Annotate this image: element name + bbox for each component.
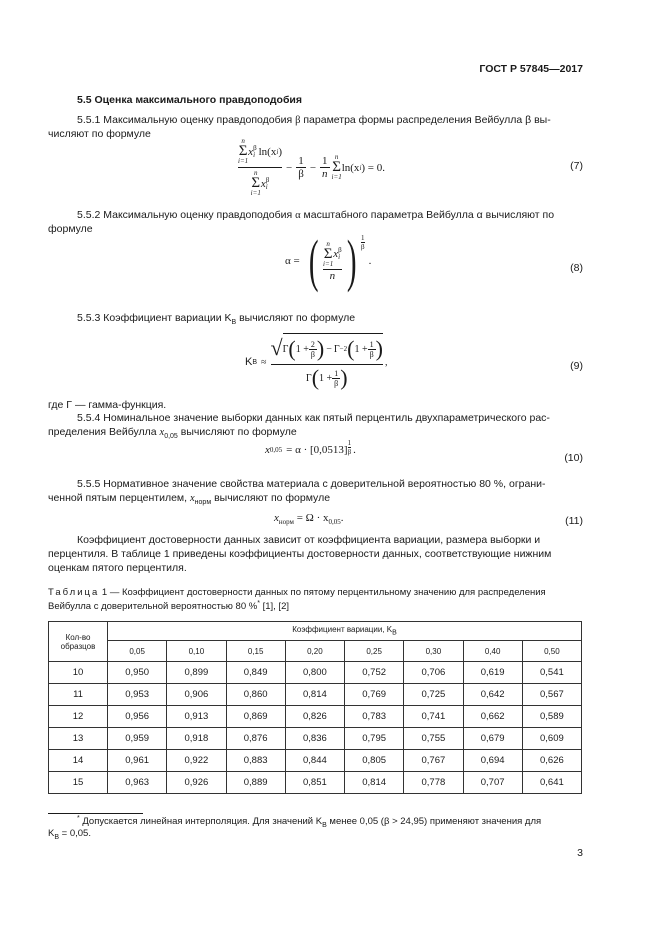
table-cell-value: 0,883 <box>226 750 285 772</box>
table-cell-value: 0,826 <box>285 706 344 728</box>
page-number: 3 <box>577 847 583 859</box>
table-cell-value: 0,707 <box>463 772 522 794</box>
table-column-header: 0,20 <box>285 641 344 662</box>
table-caption: Таблица 1 — Коэффициент достоверности данных по пятому перцентильному значению для распределения <box>48 587 546 598</box>
paragraph-5-5-2: 5.5.2 Максимальную оценку правдоподобия α масштабного параметра Вейбулла α вычисляют по <box>77 209 555 221</box>
footnote-line2: $K_В = 0,05$. <box>48 828 91 841</box>
table-column-header: 0,15 <box>226 641 285 662</box>
table-cell-sample-count: 13 <box>49 728 108 750</box>
table-cell-value: 0,950 <box>108 662 167 684</box>
table-cell-value: 0,913 <box>167 706 226 728</box>
table-cell-value: 0,918 <box>167 728 226 750</box>
table-column-header: 0,50 <box>522 641 581 662</box>
table-cell-value: 0,725 <box>404 684 463 706</box>
table-column-header: 0,30 <box>404 641 463 662</box>
footnote-divider <box>48 813 143 814</box>
table-cell-value: 0,836 <box>285 728 344 750</box>
table-cell-value: 0,899 <box>167 662 226 684</box>
table-cell-value: 0,641 <box>522 772 581 794</box>
table-caption-line2: Вейбулла с доверительной вероятностью 80 %* [1], [2] <box>48 600 289 613</box>
table-cell-value: 0,662 <box>463 706 522 728</box>
table-cell-value: 0,694 <box>463 750 522 772</box>
paragraph-5-5-5: 5.5.5 Нормативное значение свойства материала с доверительной вероятностью 80 %, ограни- <box>77 478 546 490</box>
section-title: 5.5 Оценка максимального правдоподобия <box>77 94 303 106</box>
table-header-group: Коэффициент вариации, KВ <box>108 622 582 641</box>
table-cell-value: 0,963 <box>108 772 167 794</box>
table-cell-value: 0,741 <box>404 706 463 728</box>
table-cell-value: 0,805 <box>345 750 404 772</box>
confidence-table <box>48 621 582 794</box>
table-row <box>49 772 582 794</box>
table-cell-value: 0,778 <box>404 772 463 794</box>
gamma-note: где Γ — гамма-функция. <box>48 399 167 411</box>
equation-10-number: (10) <box>564 452 583 464</box>
table-cell-value: 0,889 <box>226 772 285 794</box>
table-cell-value: 0,906 <box>167 684 226 706</box>
table-cell-value: 0,769 <box>345 684 404 706</box>
paragraph-confidence-line3: оценкам пятого перцентиля. <box>48 562 187 574</box>
table-row <box>49 750 582 772</box>
paragraph-5-5-4: 5.5.4 Номинальное значение выборки данных как пятый перцентиль двухпараметрического рас- <box>77 412 550 424</box>
equation-7: n Σ i=1 x β i ln(x i ) n Σ i=1 x β i − $\frac{1}{\beta}$ − $\frac{1}{n}$ n Σ i=1 ln(x i ) = 0. <box>238 137 386 197</box>
paragraph-5-5-3: 5.5.3 Коэффициент вариации $K_В$ вычисляют по формуле <box>77 312 356 327</box>
table-column-header: 0,10 <box>167 641 226 662</box>
table-cell-value: 0,589 <box>522 706 581 728</box>
table-cell-value: 0,783 <box>345 706 404 728</box>
equation-9-number: (9) <box>570 360 583 372</box>
table-cell-value: 0,814 <box>285 684 344 706</box>
table-cell-sample-count: 14 <box>49 750 108 772</box>
table-column-header: 0,05 <box>108 641 167 662</box>
table-cell-value: 0,860 <box>226 684 285 706</box>
table-cell-value: 0,706 <box>404 662 463 684</box>
paragraph-confidence-line2: перцентиля. В таблице 1 приведены коэффициенты достоверности данных, соответствующие нижним <box>48 548 552 560</box>
table-column-header: 0,40 <box>463 641 522 662</box>
table-cell-value: 0,795 <box>345 728 404 750</box>
equation-10: x 0,05 = α · [0,0513] 1 β . <box>265 439 356 456</box>
paragraph-5-5-1-cont: числяют по формуле <box>48 128 151 140</box>
equation-8: α = ( n Σ i=1 x β i n ) 1 β . <box>285 228 372 293</box>
table-column-header: 0,25 <box>345 641 404 662</box>
table-cell-value: 0,626 <box>522 750 581 772</box>
table-cell-value: 0,851 <box>285 772 344 794</box>
table-row <box>49 662 582 684</box>
table-cell-value: 0,922 <box>167 750 226 772</box>
table-cell-value: 0,814 <box>345 772 404 794</box>
table-cell-value: 0,541 <box>522 662 581 684</box>
equation-11-number: (11) <box>565 515 583 527</box>
table-row <box>49 706 582 728</box>
table-cell-value: 0,956 <box>108 706 167 728</box>
table-cell-value: 0,752 <box>345 662 404 684</box>
table-cell-value: 0,961 <box>108 750 167 772</box>
table-cell-value: 0,959 <box>108 728 167 750</box>
table-cell-sample-count: 12 <box>49 706 108 728</box>
table-row <box>49 684 582 706</box>
table-cell-value: 0,642 <box>463 684 522 706</box>
equation-9: K В ≈ √ Γ ( 1 + $\frac{2}{\beta}$ ) − Γ −2 ( 1 + $\frac{1}{\beta}$ ) Γ ( 1 + $\frac{1}{\beta}$ ) , <box>245 334 388 390</box>
table-cell-value: 0,800 <box>285 662 344 684</box>
table-cell-value: 0,679 <box>463 728 522 750</box>
paragraph-5-5-5-cont: ченной пятым перцентилем, $x_{норм}$ вычисляют по формуле <box>48 492 331 507</box>
table-cell-sample-count: 15 <box>49 772 108 794</box>
table-cell-value: 0,567 <box>522 684 581 706</box>
equation-8-number: (8) <box>570 262 583 274</box>
table-cell-value: 0,844 <box>285 750 344 772</box>
table-cell-value: 0,755 <box>404 728 463 750</box>
table-header-samples: Кол-во образцов <box>49 622 108 662</box>
footnote: * Допускается линейная интерполяция. Для значений $K_В$ менее 0,05 (β > 24,95) применяют значения для <box>77 815 542 830</box>
table-cell-value: 0,869 <box>226 706 285 728</box>
table-cell-value: 0,767 <box>404 750 463 772</box>
table-row <box>49 728 582 750</box>
table-cell-value: 0,876 <box>226 728 285 750</box>
table-cell-value: 0,849 <box>226 662 285 684</box>
table-cell-value: 0,609 <box>522 728 581 750</box>
table-cell-sample-count: 11 <box>49 684 108 706</box>
equation-7-number: (7) <box>570 160 583 172</box>
table-cell-value: 0,953 <box>108 684 167 706</box>
paragraph-5-5-4-cont: пределения Вейбулла $x_{0,05}$ вычисляют по формуле <box>48 426 297 441</box>
table-cell-value: 0,926 <box>167 772 226 794</box>
paragraph-confidence: Коэффициент достоверности данных зависит от коэффициента вариации, размера выборки и <box>77 534 541 546</box>
paragraph-5-5-1: 5.5.1 Максимальную оценку правдоподобия β параметра формы распределения Вейбулла β вы- <box>77 114 551 126</box>
table-cell-sample-count: 10 <box>49 662 108 684</box>
equation-11: $x_{норм} = \Omega \cdot x_{0,05}$. <box>274 512 344 527</box>
paragraph-5-5-2-cont: формуле <box>48 223 93 235</box>
document-id: ГОСТ Р 57845—2017 <box>479 63 583 75</box>
table-cell-value: 0,619 <box>463 662 522 684</box>
